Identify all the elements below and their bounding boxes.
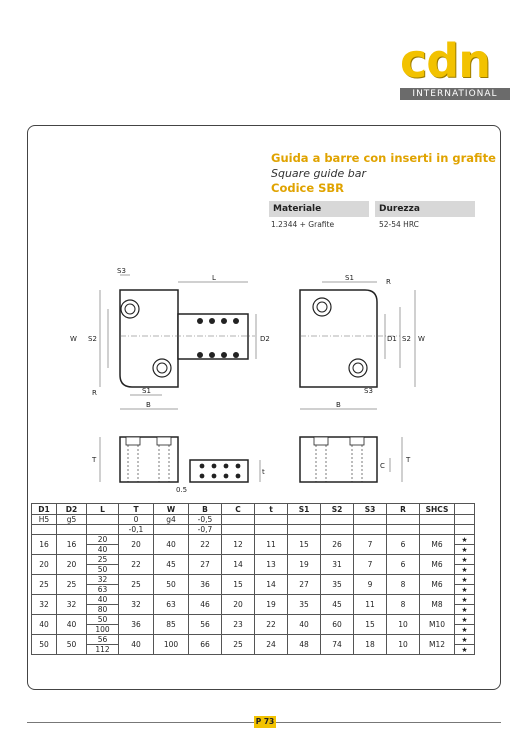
label-b-left: B [146,401,151,409]
table-header-row [32,504,475,515]
stock-star: ★ [455,625,475,635]
cell-d2: 16 [57,535,87,555]
cell-d2: 40 [57,615,87,635]
label-t-mid: t [262,468,265,476]
label-d1: D1 [387,335,397,343]
cell-s2: 35 [321,575,354,595]
cell-s2: 45 [321,595,354,615]
cell-b: 22 [189,535,222,555]
drawing-svg [60,262,490,502]
th3-b: -0,7 [189,525,222,535]
th-d2: D2 [57,504,87,515]
label-w-right: W [418,335,425,343]
cell-l1: 40 [87,595,119,605]
cell-d1: 16 [32,535,57,555]
cell-d1: 20 [32,555,57,575]
table-row [32,575,475,585]
cell-s1: 19 [288,555,321,575]
product-code: Codice SBR [271,181,345,195]
cell-c: 20 [222,595,255,615]
cell-d1: 25 [32,575,57,595]
cell-s1: 35 [288,595,321,615]
table-subheader-row-2 [32,525,475,535]
cell-s3: 11 [354,595,387,615]
label-s3-right: S3 [364,387,373,395]
cell-d1: 50 [32,635,57,655]
table-row [32,615,475,625]
cell-l2: 80 [87,605,119,615]
cell-s3: 7 [354,555,387,575]
cell-l2: 63 [87,585,119,595]
cell-s3: 18 [354,635,387,655]
technical-drawing [60,262,490,502]
cell-tt: 19 [255,595,288,615]
cell-b: 46 [189,595,222,615]
cell-d2: 50 [57,635,87,655]
th-tt: t [255,504,288,515]
cell-shcs: M8 [420,595,455,615]
cell-s2: 26 [321,535,354,555]
cell-s2: 74 [321,635,354,655]
table-row [32,555,475,565]
stock-star: ★ [455,585,475,595]
cell-d2: 32 [57,595,87,615]
label-s1-left: S1 [142,387,151,395]
right-side-body [300,437,377,482]
th2-b: -0,5 [189,515,222,525]
table-row [32,535,475,545]
cell-shcs: M10 [420,615,455,635]
th-s2: S2 [321,504,354,515]
cell-l1: 32 [87,575,119,585]
cell-t: 25 [119,575,154,595]
cell-s3: 9 [354,575,387,595]
cell-tt: 13 [255,555,288,575]
cell-b: 27 [189,555,222,575]
cell-l2: 100 [87,625,119,635]
cell-b: 36 [189,575,222,595]
cell-c: 23 [222,615,255,635]
table-subheader-row [32,515,475,525]
th-c: C [222,504,255,515]
cell-s1: 27 [288,575,321,595]
cell-r: 10 [387,615,420,635]
logo-subtitle: INTERNATIONAL [400,88,510,100]
th-b: B [189,504,222,515]
cell-shcs: M6 [420,555,455,575]
cell-l2: 40 [87,545,119,555]
cell-shcs: M12 [420,635,455,655]
cell-shcs: M6 [420,535,455,555]
stock-star: ★ [455,605,475,615]
cell-w: 85 [154,615,189,635]
cell-s2: 60 [321,615,354,635]
left-side-bar [190,460,248,482]
cell-l1: 25 [87,555,119,565]
cell-w: 63 [154,595,189,615]
label-t-right: T [406,456,411,464]
stock-star: ★ [455,555,475,565]
label-w-left: W [70,335,77,343]
cell-tt: 11 [255,535,288,555]
table-row [32,595,475,605]
label-c-right: C [380,462,385,470]
dimensions-table [31,503,475,655]
cell-c: 12 [222,535,255,555]
cell-t: 36 [119,615,154,635]
label-t-left: T [92,456,97,464]
cell-tt: 22 [255,615,288,635]
cell-c: 15 [222,575,255,595]
th-s3: S3 [354,504,387,515]
stock-star: ★ [455,595,475,605]
label-l: L [212,274,216,282]
cell-l2: 50 [87,565,119,575]
material-value: 1.2344 + Grafite [271,220,335,229]
cell-t: 22 [119,555,154,575]
cell-s2: 31 [321,555,354,575]
product-title-english: Square guide bar [271,167,366,180]
label-s2-left: S2 [88,335,97,343]
cdn-logo [400,34,510,102]
page-number: P 73 [255,717,275,726]
cell-d1: 32 [32,595,57,615]
material-header: Materiale [269,201,369,217]
cell-d1: 40 [32,615,57,635]
cell-s1: 15 [288,535,321,555]
cell-w: 100 [154,635,189,655]
label-r-right: R [386,278,391,286]
logo-brand: cdn [400,34,490,88]
label-b-right: B [336,401,341,409]
table-body [32,535,475,655]
cell-tt: 14 [255,575,288,595]
cell-l1: 50 [87,615,119,625]
th-d1: D1 [32,504,57,515]
label-s1-right: S1 [345,274,354,282]
cell-c: 14 [222,555,255,575]
cell-s1: 40 [288,615,321,635]
cell-r: 10 [387,635,420,655]
th2-t: 0 [119,515,154,525]
th-stock [455,504,475,515]
stock-star: ★ [455,575,475,585]
label-s2-right: S2 [402,335,411,343]
label-d2: D2 [260,335,270,343]
hardness-value: 52-54 HRC [379,220,419,229]
table-row [32,635,475,645]
stock-star: ★ [455,545,475,555]
cell-s1: 48 [288,635,321,655]
cell-b: 56 [189,615,222,635]
cell-s3: 15 [354,615,387,635]
th-r: R [387,504,420,515]
cell-tt: 24 [255,635,288,655]
cell-d2: 25 [57,575,87,595]
th2-d2: g5 [57,515,87,525]
th2-d1: H5 [32,515,57,525]
cell-shcs: M6 [420,575,455,595]
cell-t: 40 [119,635,154,655]
th2-l [87,515,119,525]
cell-l1: 56 [87,635,119,645]
cell-b: 66 [189,635,222,655]
stock-star: ★ [455,645,475,655]
th2-w: g4 [154,515,189,525]
stock-star: ★ [455,615,475,625]
stock-star: ★ [455,535,475,545]
th-shcs: SHCS [420,504,455,515]
cell-w: 50 [154,575,189,595]
label-r-left: R [92,389,97,397]
cell-w: 40 [154,535,189,555]
cell-r: 8 [387,575,420,595]
cell-r: 8 [387,595,420,615]
th3-t: -0,1 [119,525,154,535]
stock-star: ★ [455,565,475,575]
label-0-5: 0.5 [176,486,188,494]
stock-star: ★ [455,635,475,645]
product-title-italian: Guida a barre con inserti in grafite [271,151,496,165]
label-s3-top: S3 [117,267,126,275]
cell-l1: 20 [87,535,119,545]
cell-t: 20 [119,535,154,555]
th-w: W [154,504,189,515]
cell-t: 32 [119,595,154,615]
th-s1: S1 [288,504,321,515]
cell-d2: 20 [57,555,87,575]
th-t: T [119,504,154,515]
cell-c: 25 [222,635,255,655]
cell-w: 45 [154,555,189,575]
th-l: L [87,504,119,515]
cell-r: 6 [387,555,420,575]
cell-s3: 7 [354,535,387,555]
cell-r: 6 [387,535,420,555]
cell-l2: 112 [87,645,119,655]
hardness-header: Durezza [375,201,475,217]
